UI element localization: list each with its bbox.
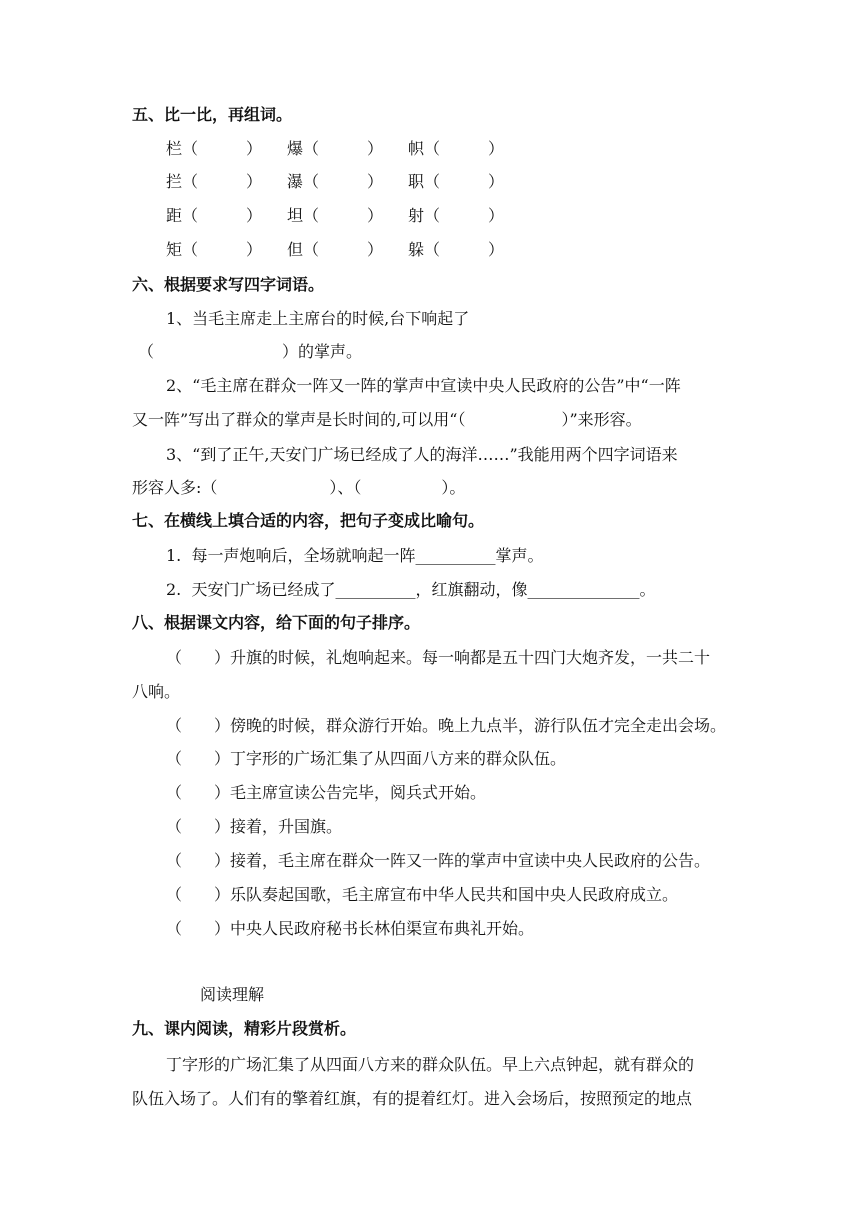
s5-r2-c2: 瀑（ ） [287, 172, 384, 191]
s5-r3-c1: 距（ ） [166, 206, 263, 225]
s8-item-6: （ ）接着，毛主席在群众一阵又一阵的掌声中宣读中央人民政府的公告。 [166, 851, 711, 870]
s5-r1-c3: 帜（ ） [408, 139, 505, 158]
s8-item-7: （ ）乐队奏起国歌，毛主席宣布中华人民共和国中央人民政府成立。 [166, 885, 679, 904]
s8-item-1-line2: 八响。 [132, 682, 181, 701]
reading-paragraph-line2: 队伍入场了。人们有的擎着红旗，有的提着红灯。进入会场后，按照预定的地点 [132, 1089, 693, 1108]
s8-item-5: （ ）接着，升国旗。 [166, 817, 343, 836]
s5-r1-c1: 栏（ ） [166, 139, 263, 158]
s5-r4-c2: 但（ ） [287, 240, 384, 259]
s5-r3-c3: 射（ ） [408, 206, 505, 225]
reading-title: 阅读理解 [200, 985, 265, 1004]
s6-q2-line2: 又一阵”写出了群众的掌声是长时间的,可以用“（ ）”来形容。 [132, 410, 642, 429]
s8-item-8: （ ）中央人民政府秘书长林伯渠宣布典礼开始。 [166, 919, 535, 938]
s8-item-1-line1: （ ）升旗的时候，礼炮响起来。每一响都是五十四门大炮齐发，一共二十 [166, 648, 711, 667]
s5-r2-c3: 职（ ） [408, 172, 505, 191]
s5-r2-c1: 拦（ ） [166, 172, 263, 191]
s5-r4-c1: 矩（ ） [166, 240, 263, 259]
s6-q1-line2: （ ）的掌声。 [138, 342, 363, 361]
reading-paragraph-line1: 丁字形的广场汇集了从四面八方来的群众队伍。早上六点钟起，就有群众的 [166, 1055, 695, 1074]
s7-q1: 1. 每一声炮响后，全场就响起一阵__________掌声。 [166, 546, 544, 565]
s7-q2: 2. 天安门广场已经成了__________，红旗翻动，像______________。 [166, 580, 656, 599]
s6-q1-line1: 1、当毛主席走上主席台的时候,台下响起了 [166, 309, 470, 328]
s5-r3-c2: 坦（ ） [287, 206, 384, 225]
s6-q3-line1: 3、“到了正午,天安门广场已经成了人的海洋……”我能用两个四字词语来 [166, 445, 678, 464]
section-9-heading: 九、课内阅读，精彩片段赏析。 [132, 1019, 357, 1038]
section-7-heading: 七、在横线上填合适的内容，把句子变成比喻句。 [132, 511, 485, 530]
section-8-heading: 八、根据课文内容，给下面的句子排序。 [132, 613, 421, 632]
s8-item-4: （ ）毛主席宣读公告完毕，阅兵式开始。 [166, 783, 487, 802]
s6-q2-line1: 2、“毛主席在群众一阵又一阵的掌声中宣读中央人民政府的公告”中“一阵 [166, 376, 681, 395]
section-6-heading: 六、根据要求写四字词语。 [132, 275, 325, 294]
section-5-heading: 五、比一比，再组词。 [132, 105, 293, 124]
s5-r4-c3: 躲（ ） [408, 240, 505, 259]
s6-q3-line2: 形容人多:（ ）、（ ）。 [132, 478, 466, 497]
s8-item-3: （ ）丁字形的广场汇集了从四面八方来的群众队伍。 [166, 749, 567, 768]
s8-item-2: （ ）傍晚的时候，群众游行开始。晚上九点半，游行队伍才完全走出会场。 [166, 716, 727, 735]
s5-r1-c2: 爆（ ） [287, 139, 384, 158]
